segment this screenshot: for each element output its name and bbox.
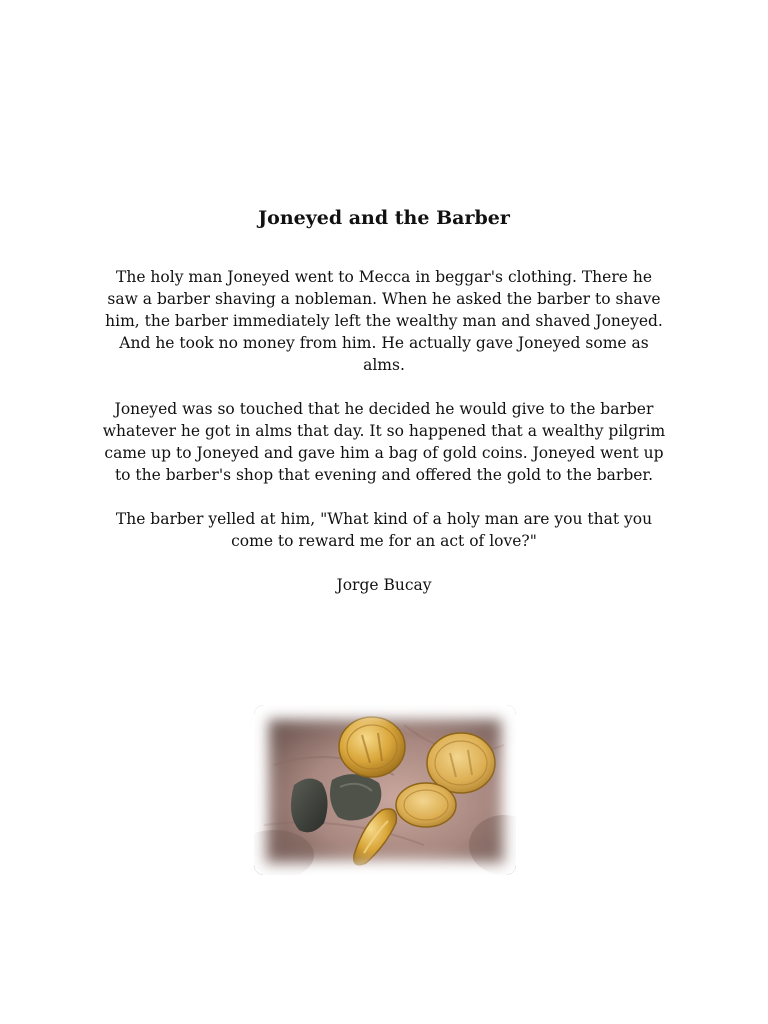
gold-coin-top <box>339 717 405 777</box>
story-paragraph-2: Joneyed was so touched that he decided he would give to the barber whatever he got in alms that day. It so happened that a wealthy pilgrim came up to Joneyed and gave him a bag of gold coins. Joneyed went up to the barber's shop that evening and offered the gold to the barber. <box>102 400 666 484</box>
dark-coin-fragment <box>291 778 328 832</box>
story-paragraph-1: The holy man Joneyed went to Mecca in beggar's clothing. There he saw a barber shaving a nobleman. When he asked the barber to shave him, the barber immediately left the wealthy man and shaved Joneyed. And he took no money from him. He actually gave Joneyed some as alms. <box>105 268 663 374</box>
grey-stone-fragment <box>330 774 381 820</box>
folded-gold-coin <box>354 809 397 865</box>
story-title: Joneyed and the Barber <box>258 207 510 229</box>
gold-coin-middle <box>396 783 456 827</box>
gold-coin-right <box>427 733 495 793</box>
story-paragraph-3: The barber yelled at him, "What kind of a holy man are you that you come to reward me for an act of love?" <box>115 510 653 550</box>
story-body <box>100 266 668 596</box>
coins-illustration <box>254 705 516 875</box>
coins-photo-frame <box>230 685 540 895</box>
story-author: Jorge Bucay <box>336 576 432 594</box>
coins-in-hand-photo <box>254 705 516 875</box>
